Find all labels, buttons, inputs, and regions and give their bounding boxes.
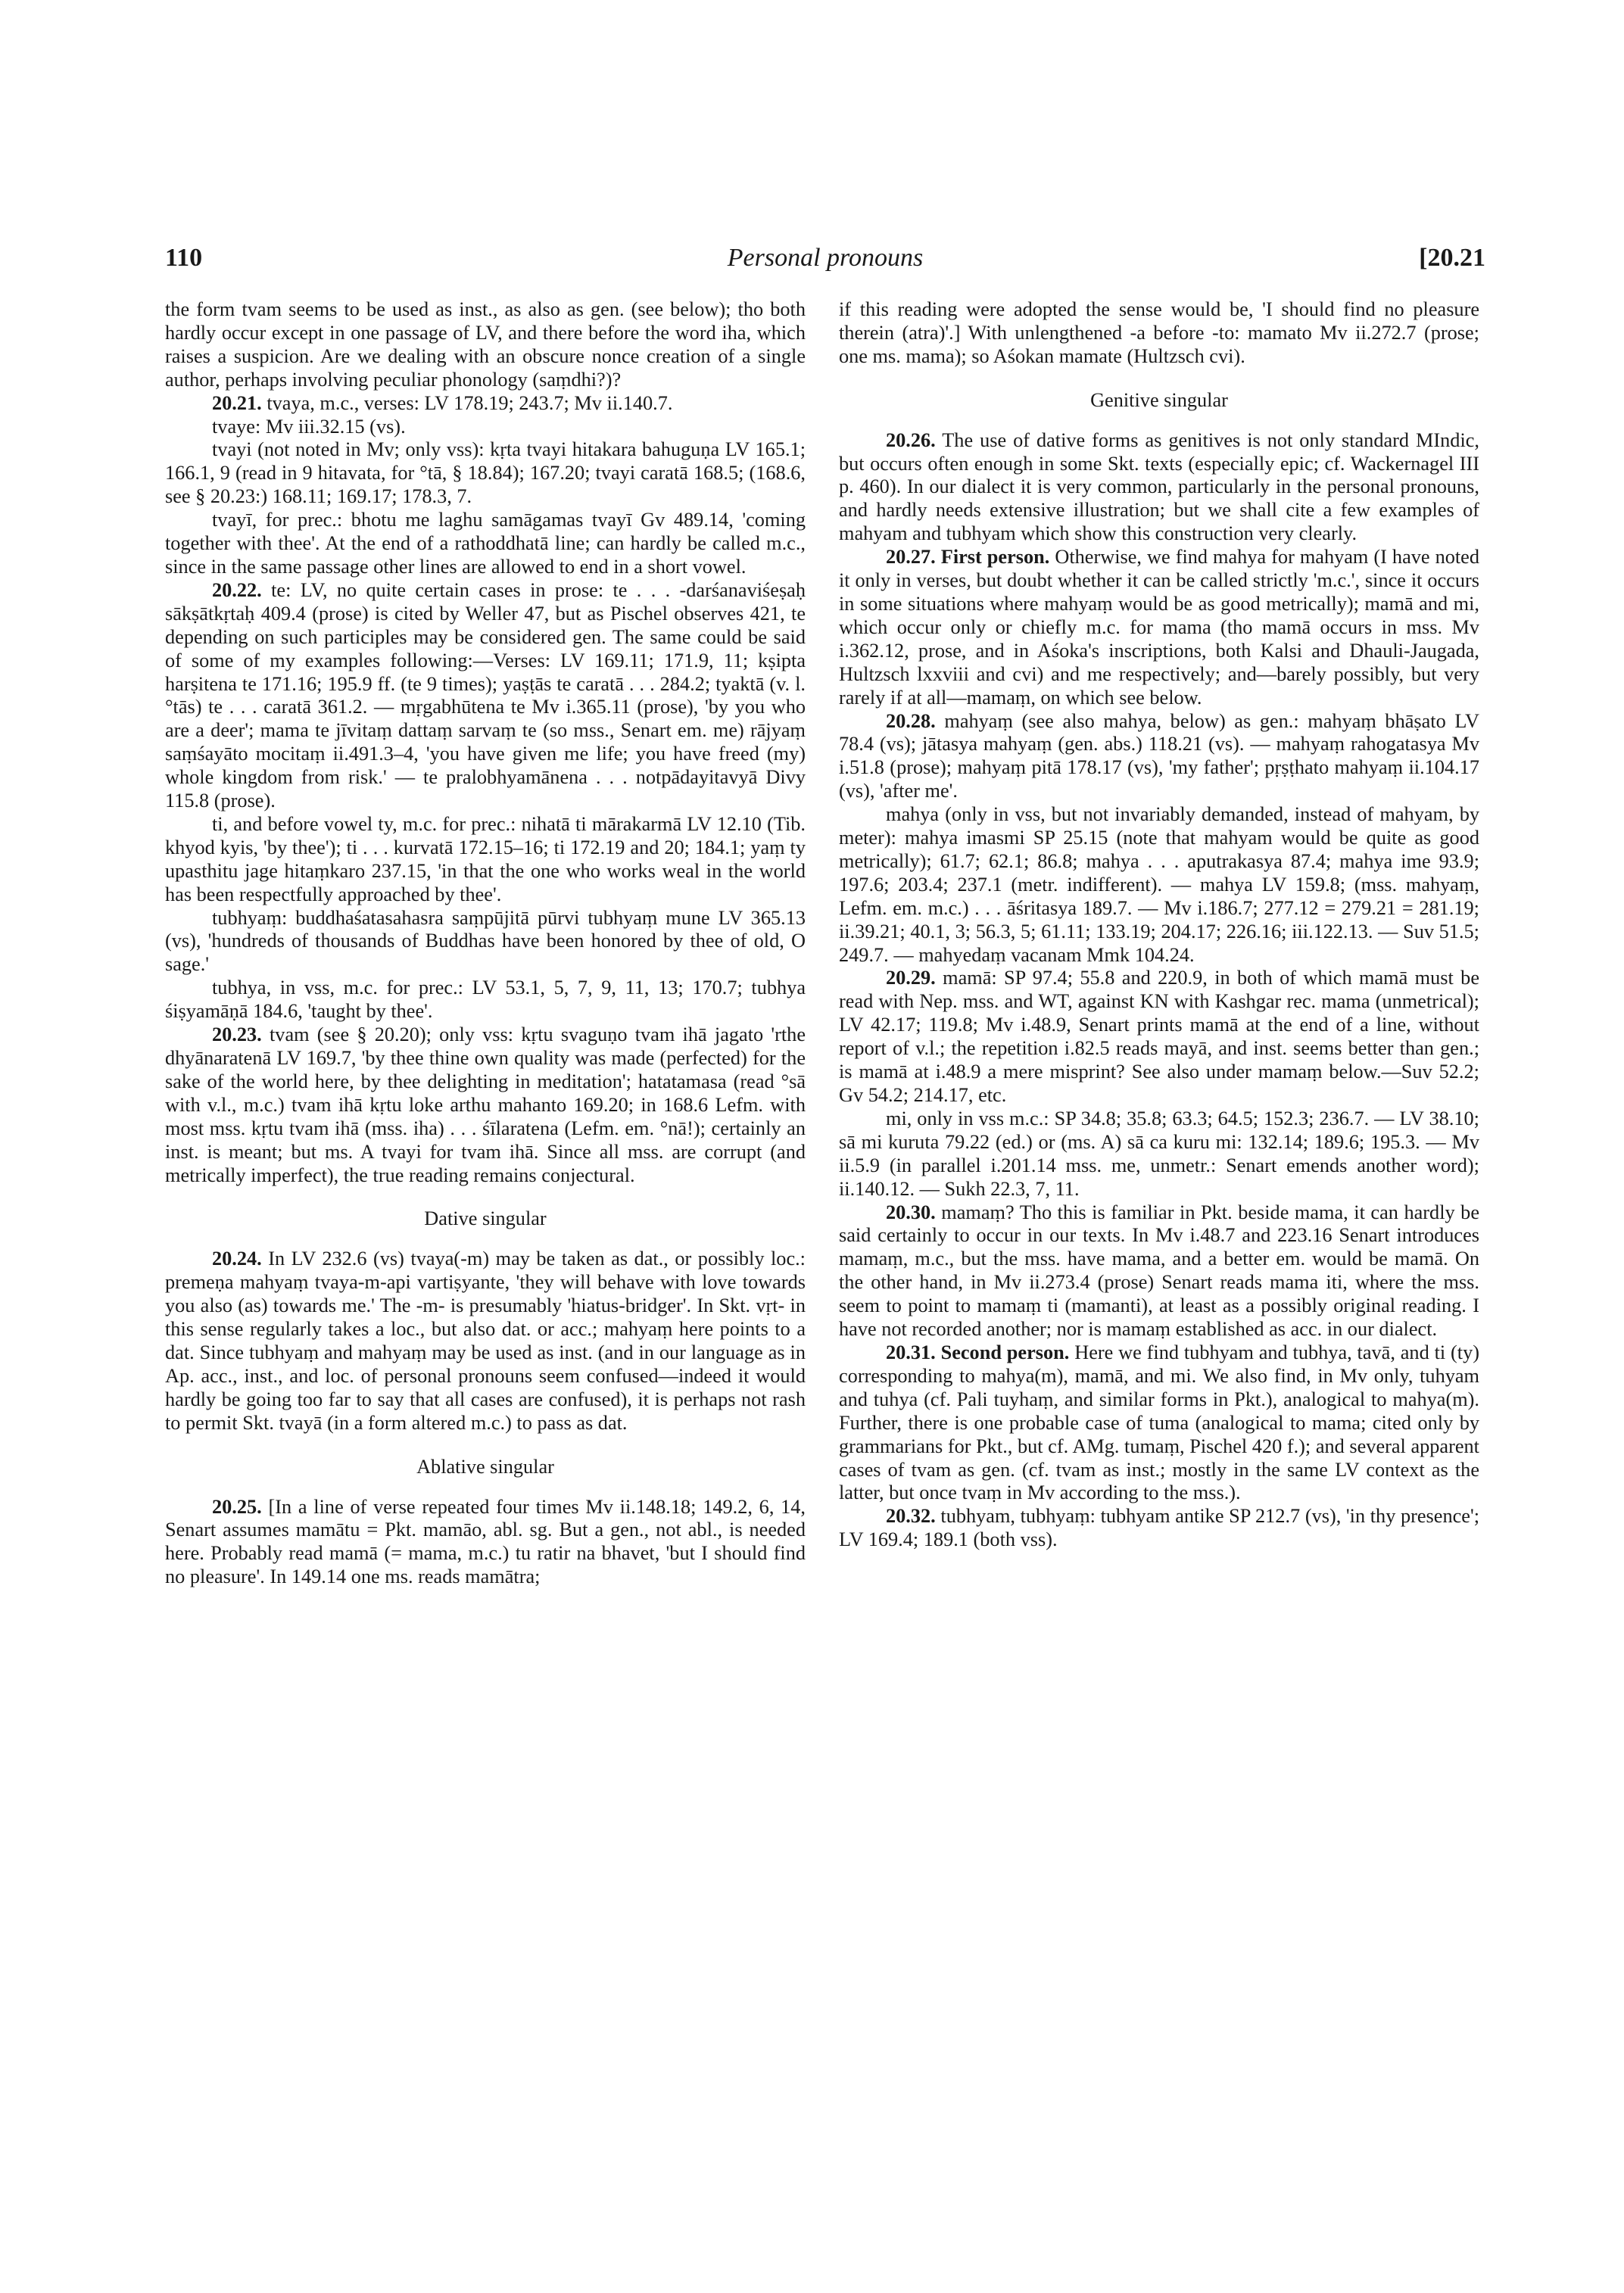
section-number: 20.23. bbox=[212, 1023, 262, 1046]
paragraph-text: Here we find tubhyam and tubhya, tavā, and ti (ty) corresponding to mahya(m), mamā, and mi. We also find, in Mv only, tuhyam and tuhya (cf. Pali tuyhaṃ, and similar forms in Pkt.), analogical to mahya(m). Further, there is one probable case of tuma (analogical to mama; cited only by grammarians for Pkt., but cf. AMg. tumaṃ, Pischel 420 f.); and several apparent cases of tvam as gen. (cf. tvam as inst.; mostly in the same LV context as the latter, but once tvaṃ in Mv according to the mss.). bbox=[839, 1341, 1480, 1504]
paragraph-text: tvaya, m.c., verses: LV 178.19; 243.7; Mv ii.140.7. bbox=[267, 391, 673, 414]
paragraph bbox=[839, 967, 1479, 1107]
section-number: 20.31. Second person. bbox=[886, 1341, 1070, 1363]
paragraph bbox=[165, 1248, 806, 1435]
page-header bbox=[165, 244, 1485, 280]
paragraph bbox=[165, 1023, 806, 1187]
paragraph-text: Otherwise, we find mahya for mahyam (I have noted it only in verses, but doubt whether it can be called strictly 'm.c.', since it occurs in some situations where mahyaṃ would be as good metrically); mamā and mi, which occur only or chiefly m.c. for mama (tho mamā occurs in mss. Mv i.362.12, prose, and in Aśoka's inscriptions, both Kalsi and Dhauli-Jaugada, Hultzsch lxxviii and cvi) and me respectively; and—barely possibly, but very rarely if at all—mamaṃ, on which see below. bbox=[839, 546, 1479, 709]
paragraph-text: ti, and before vowel ty, m.c. for prec.: nihatā ti mārakarmā LV 12.10 (Tib. khyod kyis, 'by thee'); ti . . . kurvatā 172.15–16; ti 172.19 and 20; 184.1; yaṃ ty upasthitu jage hitaṃkaro 237.15, 'in that the one who works weal in the world has been respectfully approached by thee'. bbox=[165, 812, 806, 905]
paragraph bbox=[165, 1496, 806, 1590]
right-column bbox=[839, 298, 1479, 1552]
section-heading: Ablative singular bbox=[416, 1455, 554, 1478]
paragraph bbox=[165, 392, 806, 416]
paragraph-text: tvayi (not noted in Mv; only vss): kṛta tvayi hitakara bahuguṇa LV 165.1; 166.1, 9 (read in 9 hitavata, for °tā, § 18.84); 167.20; tvayi caratā 168.5; (168.6, see § 20.23:) 168.11; 169.17; 178.3, 7. bbox=[165, 438, 806, 508]
paragraph-text: mahya (only in vss, but not invariably demanded, instead of mahyam, by meter): mahya imasmi SP 25.15 (note that mahyam would be quite as good metrically); 61.7; 62.1; 86.8; mahya . . . aputrakasya 87.4; mahya ime 93.9; 197.6; 203.4; 237.1 (metr. indifferent). — mahya LV 159.8; (mss. mahyaṃ, Lefm. em. m.c.) . . . āśritasya 189.7. — Mv i.186.7; 277.12 = 279.21 = 281.19; ii.39.21; 40.1, 3; 56.3, 5; 61.11; 133.19; 204.17; 226.16; iii.122.13. — Suv 51.5; 249.7. — mahyedaṃ vacanam Mmk 104.24. bbox=[839, 803, 1479, 966]
paragraph bbox=[839, 546, 1479, 709]
paragraph bbox=[165, 416, 806, 439]
paragraph bbox=[839, 803, 1479, 967]
section-heading: Dative singular bbox=[424, 1207, 547, 1230]
paragraph-text: tvaye: Mv iii.32.15 (vs). bbox=[212, 415, 406, 438]
section-number: 20.21. bbox=[212, 391, 262, 414]
paragraph bbox=[839, 1341, 1479, 1505]
paragraph bbox=[165, 438, 806, 509]
paragraph bbox=[165, 813, 806, 907]
paragraph bbox=[839, 1108, 1479, 1201]
section-number: 20.30. bbox=[886, 1201, 936, 1223]
paragraph-text: tubhyaṃ: buddhaśatasahasra saṃpūjitā pūrvi tubhyaṃ mune LV 365.13 (vs), 'hundreds of thousands of Buddhas have been honored by thee of old, O sage.' bbox=[165, 906, 806, 976]
paragraph bbox=[165, 298, 806, 392]
paragraph bbox=[165, 509, 806, 579]
paragraph bbox=[839, 710, 1479, 804]
paragraph bbox=[839, 298, 1479, 369]
paragraph-text: if this reading were adopted the sense would be, 'I should find no pleasure therein (atra)'.] With unlengthened -a before -to: mamato Mv ii.272.7 (prose; one ms. mama); so Aśokan mamate (Hultzsch cvi). bbox=[839, 298, 1479, 367]
section-number: 20.26. bbox=[886, 428, 936, 451]
section-number: 20.22. bbox=[212, 578, 262, 601]
paragraph-text: tubhyam, tubhyaṃ: tubhyam antike SP 212.7 (vs), 'in thy presence'; LV 169.4; 189.1 (both vss). bbox=[839, 1505, 1480, 1551]
paragraph-text: mahyaṃ (see also mahya, below) as gen.: mahyaṃ bhāṣato LV 78.4 (vs); jātasya mahyaṃ (gen. abs.) 118.21 (vs). — mahyaṃ rahogatasya Mv i.51.8 (prose); mahyaṃ pitā 178.17 (vs), 'my father'; pṛṣṭhato mahyaṃ ii.104.17 (vs), 'after me'. bbox=[839, 709, 1479, 802]
paragraph bbox=[839, 1505, 1479, 1552]
running-title: Personal pronouns bbox=[727, 244, 924, 272]
section-number: 20.28. bbox=[886, 709, 936, 732]
section-number: 20.24. bbox=[212, 1248, 262, 1270]
paragraph-text: mamā: SP 97.4; 55.8 and 220.9, in both of which mamā must be read with Nep. mss. and WT, against KN with Kashgar rec. mama (unmetrical); LV 42.17; 119.8; Mv i.48.9, Senart prints mamā at the end of a line, without report of v.l.; the repetition i.82.5 reads mayā, and inst. seems better than gen.; is mamā at i.48.9 a mere misprint? See also under mamaṃ below.—Suv 52.2; Gv 54.2; 214.17, etc. bbox=[839, 967, 1480, 1106]
paragraph-text: te: LV, no quite certain cases in prose: te . . . -darśanaviśeṣaḥ sākṣātkṛtaḥ 409.4 (prose) is cited by Weller 47, but as Pischel observes 421, te depending on such participles may be considered gen. The same could be said of some of my examples following:—Verses: LV 169.11; 171.9, 11; kṣipta harṣitena te 171.16; 195.9 ff. (te 9 times); yaṣṭās te caratā . . . 284.2; tyaktā (v. l. °tās) te . . . caratā 361.2. — mṛgabhūtena te Mv i.365.11 (prose), 'by you who are a deer'; mama te jīvitaṃ dattaṃ sarvaṃ te (so mss., Senart em. me) rājyaṃ saṃśayāto mocitaṃ ii.491.3–4, 'you have given me life; you have freed (my) whole kingdom from risk.' — te pralobhyamānena . . . notpādayitavyā Divy 115.8 (prose). bbox=[165, 578, 806, 812]
section-number: 20.29. bbox=[886, 967, 936, 989]
section-number: 20.25. bbox=[212, 1495, 262, 1518]
section-number: 20.27. First person. bbox=[886, 546, 1050, 569]
paragraph bbox=[165, 907, 806, 977]
left-column bbox=[165, 298, 806, 1589]
paragraph-text: The use of dative forms as genitives is not only standard MIndic, but occurs often enough in some Skt. texts (especially epic; cf. Wackernagel III p. 460). In our dialect it is very common, particularly in the personal pronouns, and hardly needs extensive illustration; but we shall cite a few examples of mahyam and tubhyam which show this construction very clearly. bbox=[839, 428, 1479, 545]
paragraph-text: mamaṃ? Tho this is familiar in Pkt. beside mama, it can hardly be said certainly to occur in our texts. In Mv i.48.7 and 223.16 Senart introduces mamaṃ, m.c., but the mss. have mama, and a better em. would be mamā. On the other hand, in Mv ii.273.4 (prose) Senart reads mama iti, where the mss. seem to point to mamaṃ ti (mamanti), at least as a possibly original reading. I have not recorded another; nor is mamaṃ established as acc. in our dialect. bbox=[839, 1201, 1480, 1341]
paragraph-text: tubhya, in vss, m.c. for prec.: LV 53.1, 5, 7, 9, 11, 13; 170.7; tubhya śiṣyamāṇā 184.6, 'taught by thee'. bbox=[165, 977, 806, 1023]
paragraph bbox=[839, 429, 1479, 547]
paragraph-text: mi, only in vss m.c.: SP 34.8; 35.8; 63.3; 64.5; 152.3; 236.7. — LV 38.10; sā mi kuruta 79.22 (ed.) or (ms. A) sā ca kuru mi: 132.14; 189.6; 195.3. — Mv ii.5.9 (in parallel i.201.14 mss. me, unmetr.: Senart emends another word); ii.140.12. — Sukh 22.3, 7, 11. bbox=[839, 1107, 1479, 1200]
section-reference: [20.21 bbox=[1419, 244, 1485, 272]
paragraph bbox=[839, 1201, 1479, 1341]
section-heading: Genitive singular bbox=[1090, 388, 1228, 411]
paragraph bbox=[165, 579, 806, 813]
paragraph-text: tvam (see § 20.20); only vss: kṛtu svaguṇo tvam ihā jagato 'rthe dhyānaratenā LV 169.7, 'by thee thine own quality was made (perfected) for the sake of the world here, by thee delighting in meditation'; hatatamasa (read °sā with v.l., m.c.) tvam ihā kṛtu loke arthu mahanto 169.20; in 168.6 Lefm. with most mss. kṛtu tvam ihā (mss. iha) . . . śīlaratena (Lefm. em. °nā!); certainly an inst. is meant; but ms. A tvayi for tvam ihā. Since all mss. are corrupt (and metrically imperfect), the true reading remains conjectural. bbox=[165, 1023, 806, 1186]
section-number: 20.32. bbox=[886, 1505, 936, 1528]
page-number: 110 bbox=[165, 244, 203, 272]
paragraph-text: tvayī, for prec.: bhotu me laghu samāgamas tvayī Gv 489.14, 'coming together with thee'. At the end of a rathoddhatā line; can hardly be called m.c., since in the same passage other lines are allowed to end in a short vowel. bbox=[165, 509, 806, 578]
paragraph bbox=[165, 977, 806, 1023]
paragraph-text: In LV 232.6 (vs) tvaya(-m) may be taken as dat., or possibly loc.: premeṇa mahyaṃ tvaya-m-api vartiṣyante, 'they will behave with love towards you also (as) towards me.' The -m- is presumably 'hiatus-bridger'. In Skt. vṛt- in this sense regularly takes a loc., but also dat. or acc.; mahyaṃ here points to a dat. Since tubhyaṃ and mahyaṃ may be used as inst. (and in our language as in Ap. acc., inst., and loc. of personal pronouns seem confused—indeed it would hardly be going too far to say that all cases are confused), it is perhaps not rash to permit Skt. tvayā (in a form altered m.c.) to pass as dat. bbox=[165, 1248, 806, 1434]
paragraph-text: [In a line of verse repeated four times Mv ii.148.18; 149.2, 6, 14, Senart assumes mamātu = Pkt. mamāo, abl. sg. But a gen., not abl., is needed here. Probably read mamā (= mama, m.c.) tu ratir na bhavet, 'but I should find no pleasure'. In 149.14 one ms. reads mamātra; bbox=[165, 1495, 806, 1588]
paragraph-text: the form tvam seems to be used as inst., as also as gen. (see below); tho both hardly occur except in one passage of LV, and there before the word iha, which raises a suspicion. Are we dealing with an obscure nonce creation of a single author, perhaps involving peculiar phonology (saṃdhi?)? bbox=[165, 298, 806, 391]
